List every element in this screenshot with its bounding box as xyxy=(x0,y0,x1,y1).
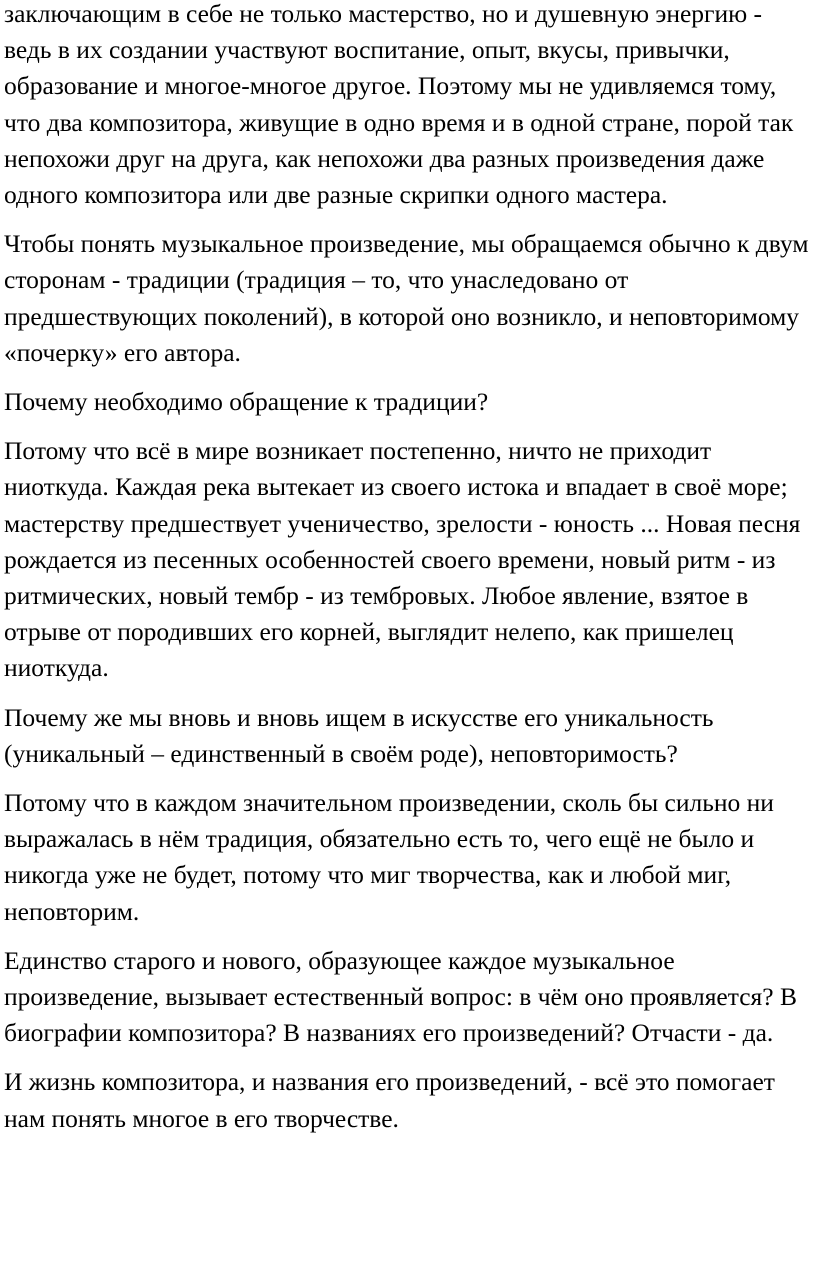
paragraph-answer-uniqueness: Потому что в каждом значительном произведении, сколь бы сильно ни выражалась в нём традиция, обязательно есть то, чего ещё не было и никогда уже не будет, потому что миг творчества, как и любой миг, неповторим. xyxy=(4,788,774,926)
paragraph-unity: Единство старого и нового, образующее каждое музыкальное произведение, вызывает естественный вопрос: в чём оно проявляется? В биографии композитора? В названиях его произведений? Отчасти - да. xyxy=(4,945,797,1048)
paragraph-answer-tradition: Потому что всё в мире возникает постепенно, ничто не приходит ниоткуда. Каждая река вытекает из своего истока и впадает в своё море; мастерству предшествует ученичество, зрелости - юность ... Новая песня рождается из песенных особенностей своего времени, новый ритм - из ритмических, новый тембр - из тембровых. Любое явление, взятое в отрыве от породивших его корней, выглядит нелепо, как пришелец ниоткуда. xyxy=(4,436,801,683)
paragraph-tradition-intro: Чтобы понять музыкальное произведение, мы обращаемся обычно к двум сторонам - традиции (традиция – то, что унаследовано от предшествующих поколений), в которой оно возникло, и неповторимому «почерку» его автора. xyxy=(4,229,809,367)
document-page xyxy=(4,0,814,1150)
paragraph-continuation: заключающим в себе не только мастерство, но и душевную энергию - ведь в их создании участвуют воспитание, опыт, вкусы, привычки, образование и многое-многое другое. Поэтому мы не удивляемся тому, что два композитора, живущие в одно время и в одной стране, порой так непохожи друг на друга, как непохожи два разных произведения даже одного композитора или две разные скрипки одного мастера. xyxy=(4,0,794,210)
paragraph-question-uniqueness: Почему же мы вновь и вновь ищем в искусстве его уникальность (уникальный – единственный в своём роде), неповторимость? xyxy=(4,702,714,768)
paragraph-question-tradition: Почему необходимо обращение к традиции? xyxy=(4,387,489,417)
paragraph-conclusion: И жизнь композитора, и названия его произведений, - всё это помогает нам понять многое в его творчестве. xyxy=(4,1067,775,1133)
